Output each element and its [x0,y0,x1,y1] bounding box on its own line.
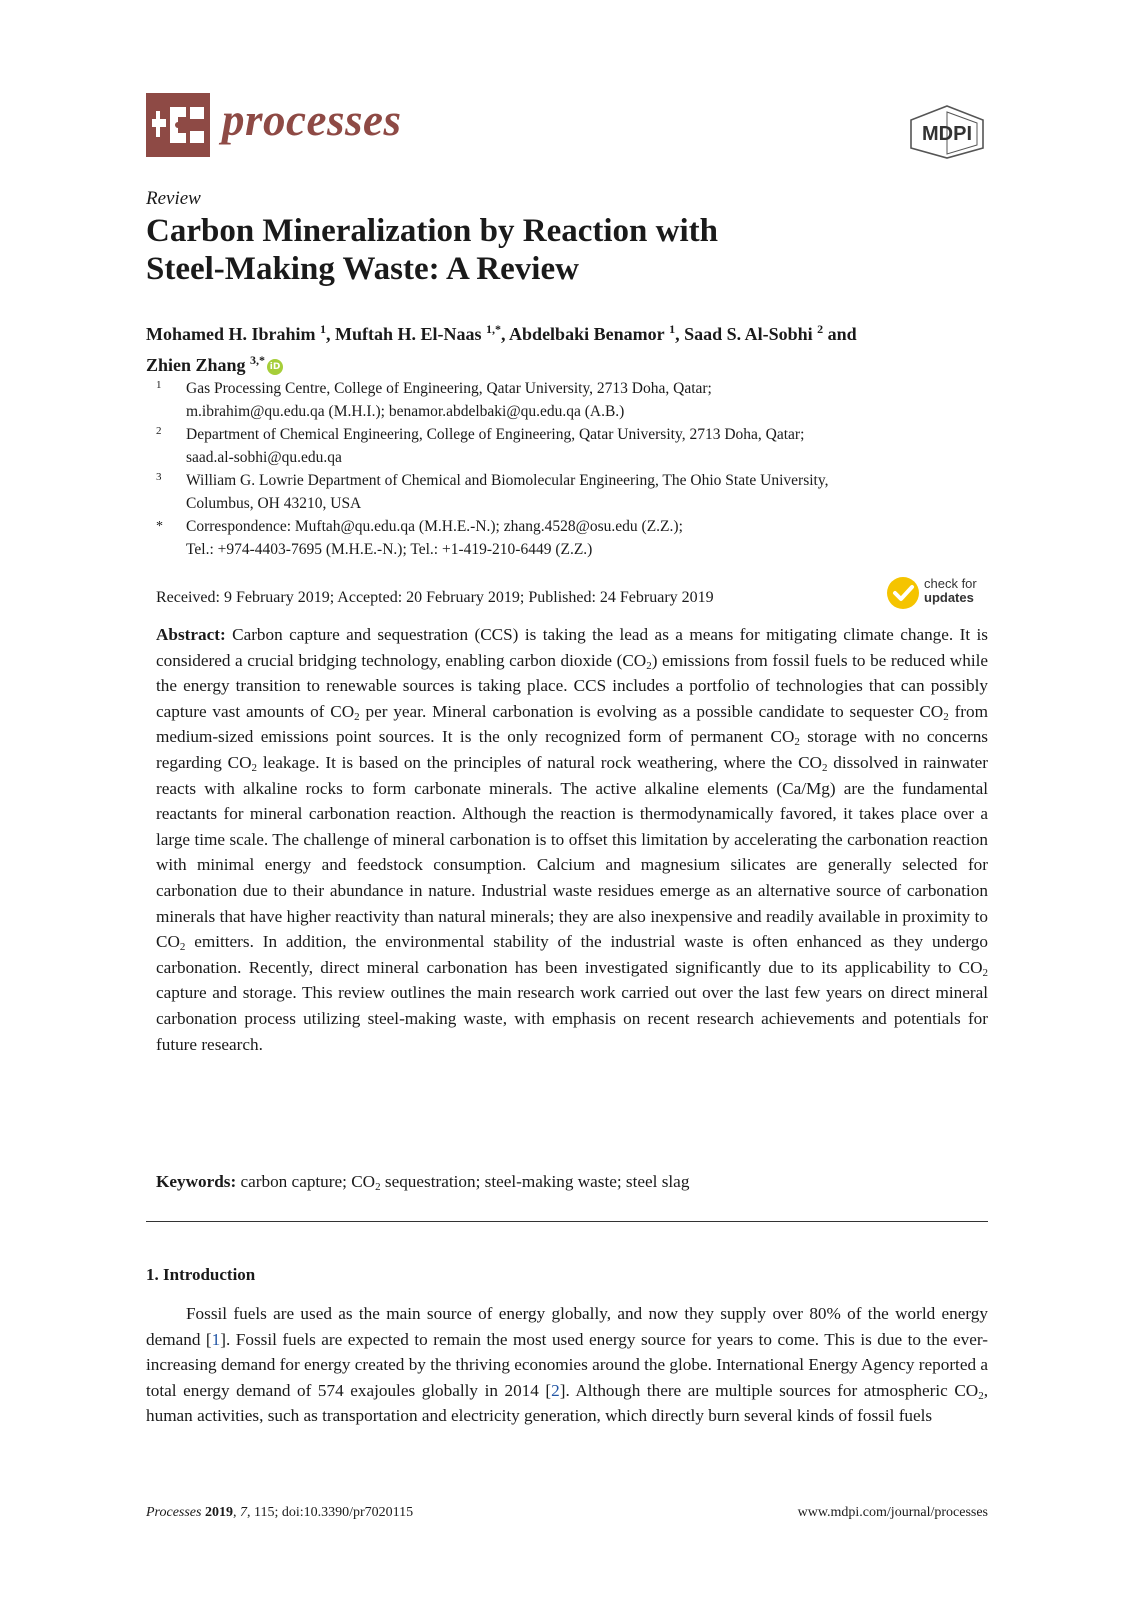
author-name[interactable]: Mohamed H. Ibrahim [146,324,316,344]
check-updates-line-1: check for [924,576,977,591]
author-affiliation-ref: 2 [817,322,824,336]
author-name[interactable]: Abdelbaki Benamor [509,324,665,344]
subscript: 2 [179,941,186,954]
affiliation-text: Department of Chemical Engineering, College of Engineering, Qatar University, 2713 Doha, Qatar; [186,426,805,443]
subscript: 2 [251,761,258,774]
abstract [156,622,988,1057]
section-divider [146,1221,988,1222]
footer-journal: Processes [146,1505,202,1520]
journal-name: processes [222,95,402,145]
subscript: 2 [646,659,652,672]
affiliation-text: Gas Processing Centre, College of Engineering, Qatar University, 2713 Doha, Qatar; [186,380,712,397]
author-affiliation-ref: 1,* [486,322,502,336]
affiliation-number: 2 [156,425,162,437]
publisher-name: MDPI [922,123,972,145]
author-affiliation-ref: 1 [669,322,676,336]
author-conjunction: and [827,324,857,344]
author-name[interactable]: Zhien Zhang [146,355,246,375]
abstract-text: per year. Mineral carbonation is evolving as a possible candidate to sequester CO [359,701,944,721]
subscript: 2 [821,761,828,774]
subscript: 2 [982,966,988,979]
abstract-text: Carbon capture and sequestration (CCS) is taking the lead as a means for mitigating climate change. It is considered a crucial bridging technology, enabling carbon dioxide (CO [156,625,988,670]
footer-volume: 7 [239,1505,247,1520]
check-updates-icon [886,576,920,610]
article-type: Review [146,188,201,209]
abstract-text: dissolved in rainwater reacts with alkaline rocks to form carbonate minerals. The active alkaline elements (Ca/Mg) are the fundamental reactants for mineral carbonation reaction. Although the reaction is thermodynamically favored, it takes place over a large time scale. The challenge of mineral carbonation is to offset this limitation by accelerating the carbonation reaction with minimal energy and feedstock consumption. Calcium and magnesium silicates are generally selected for carbonation due to their abundance in nature. Industrial waste residues emerge as an alternative source of carbonation minerals that have higher reactivity than natural minerals; they are also inexpensive and readily available in proximity to CO [156,752,988,952]
author-name[interactable]: Saad S. Al-Sobhi [684,324,813,344]
keywords-text: sequestration; steel-making waste; steel slag [380,1172,690,1191]
journal-logo-icon [146,93,210,157]
subscript: 2 [354,710,360,723]
article-title [146,212,946,288]
footer-url[interactable]: www.mdpi.com/journal/processes [797,1505,988,1520]
correspondence-emails[interactable]: Correspondence: Muftah@qu.edu.qa (M.H.E.-N.); zhang.4528@osu.edu (Z.Z.); [186,518,683,535]
body-text: ]. Although there are multiple sources for atmospheric CO [559,1380,979,1400]
author-name[interactable]: Muftah H. El-Naas [335,324,482,344]
author-affiliation-ref: 3,* [250,353,266,367]
abstract-text: leakage. It is based on the principles of natural rock weathering, where the CO [257,752,822,772]
footer-year: 2019 [204,1505,233,1520]
affiliation-emails[interactable]: m.ibrahim@qu.edu.qa (M.H.I.); benamor.abdelbaki@qu.edu.qa (A.B.) [186,403,625,420]
check-for-updates-button[interactable] [886,574,996,612]
abstract-text: ) emissions from fossil fuels to be reduced while the energy transition to renewable sources is taking place. CCS includes a portfolio of technologies that can possibly capture vast amounts of CO [156,650,988,721]
introduction-body [146,1301,988,1429]
section-heading: 1. Introduction [146,1265,256,1284]
title-line-2: Steel-Making Waste: A Review [146,251,579,287]
keywords [156,1169,988,1195]
affiliation-number: 3 [156,471,162,483]
correspondence-marker: * [156,519,163,534]
affiliation-number: 1 [156,379,162,391]
body-text: ]. Fossil fuels are expected to remain the most used energy source for years to come. This is due to the ever-increasing demand for energy created by the thriving economies around the globe. International Energy Agency reported a total energy demand of 574 exajoules globally in 2014 [ [146,1329,988,1400]
orcid-icon[interactable]: iD [267,359,283,375]
citation-link[interactable]: 1 [211,1329,221,1349]
subscript: 2 [943,710,949,723]
abstract-text: from medium-sized emissions point sources. It is the only recognized form of permanent CO [156,701,988,747]
body-text: Fossil fuels are used as the main source of energy globally, and now they supply over 80% of the world energy demand [ [146,1304,988,1349]
keywords-label: Keywords: [156,1172,237,1191]
abstract-text: emitters. In addition, the environmental stability of the industrial waste is often enhanced as they undergo carbonation. Recently, direct mineral carbonation has been investigated significantly due to its applicability to CO [156,932,988,977]
footer-doi[interactable]: , 115; doi:10.3390/pr7020115 [246,1505,414,1520]
mdpi-logo-icon [905,104,989,160]
publication-dates: Received: 9 February 2019; Accepted: 20 February 2019; Published: 24 February 2019 [156,589,714,606]
title-line-1: Carbon Mineralization by Reaction with [146,213,718,249]
affiliation-text: Columbus, OH 43210, USA [186,495,362,512]
citation-link[interactable]: 2 [551,1380,560,1400]
body-text: , human activities, such as transportation and electricity generation, which directly burn several kinds of fossil fuels [146,1380,988,1426]
affiliation-emails[interactable]: saad.al-sobhi@qu.edu.qa [186,449,342,466]
affiliation-text: William G. Lowrie Department of Chemical and Biomolecular Engineering, The Ohio State University, [186,472,829,489]
abstract-label: Abstract: [156,625,226,644]
correspondence-phones: Tel.: +974-4403-7695 (M.H.E.-N.); Tel.: +1-419-210-6449 (Z.Z.) [186,541,593,558]
author-affiliation-ref: 1 [320,322,327,336]
subscript: 2 [978,1389,984,1402]
footer-citation: Processes 2019, 7, 115; doi:10.3390/pr7020115 [146,1505,414,1520]
abstract-text: storage with no concerns regarding CO [156,727,988,772]
author-list: Mohamed H. Ibrahim $^1$, Muftah H. El-Naas $^{1,*}$, Abdelbaki Benamor $^1$, Saad S. Al-Sobhi $^2$ and Zhien Zhang $^{3,*}$ iD [146,322,857,375]
abstract-text: capture and storage. This review outlines the main research work carried out over the last few years on direct mineral carbonation process utilizing steel-making waste, with emphasis on recent research achievements and potentials for future research. [156,983,988,1054]
subscript: 2 [794,736,800,749]
subscript: 2 [375,1181,381,1193]
keywords-text: carbon capture; CO [240,1172,376,1191]
check-updates-line-2: updates [924,590,974,605]
